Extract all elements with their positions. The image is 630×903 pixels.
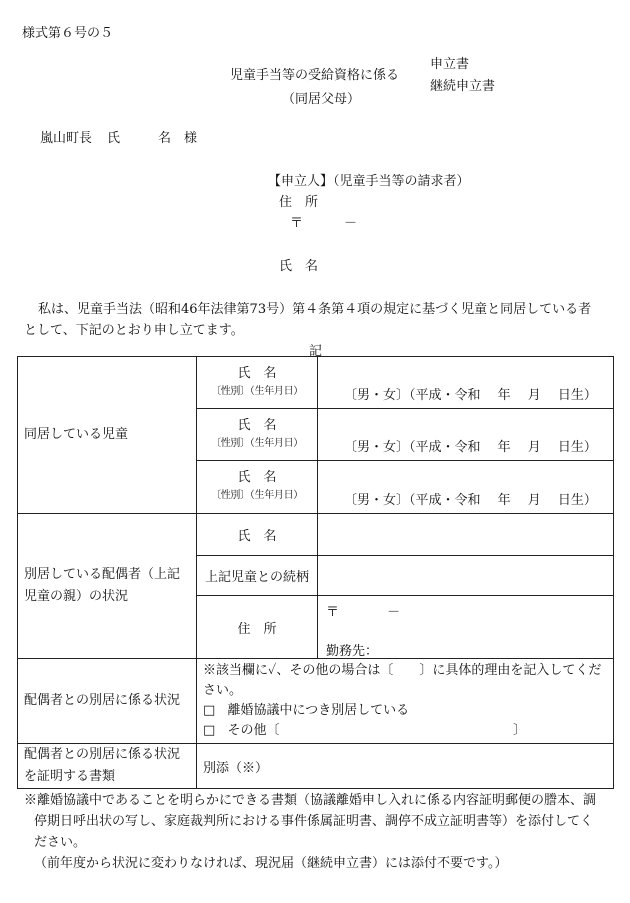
proof-label	[18, 744, 197, 789]
form-number: 様式第６号の５	[22, 26, 114, 41]
spouse-section-label-line-1: 別居している配偶者（上記	[24, 567, 181, 582]
children-section-label: 同居している児童	[18, 357, 197, 514]
option-other-line	[203, 721, 613, 741]
spouse-section-label-line-2: 児童の親）の状況	[24, 589, 129, 604]
child-3-name-label: 氏 名	[237, 470, 277, 485]
addressee-town: 嵐山町長	[40, 131, 93, 146]
relationship-field[interactable]	[318, 556, 614, 596]
addressee-shi: 氏	[107, 131, 121, 146]
statement-line-1: 私は、児童手当法（昭和46年法律第73号）第４条第４項の規定に基づく児童と同居している者	[38, 302, 592, 317]
separation-instruction-2: さい。	[203, 683, 243, 698]
separation-options-cell	[197, 659, 614, 744]
ki-label: 記	[309, 344, 323, 359]
spouse-postal-dash: －	[387, 605, 401, 620]
child-2-name-label: 氏 名	[237, 417, 277, 433]
spouse-section-label	[18, 514, 197, 659]
note-line-2: 停期日呼出状の写し、家庭裁判所における事件係属証明書、調停不成立証明書等）を添付してく	[34, 814, 594, 829]
child-2-sub-label: 〔性別〕（生年月日）	[211, 437, 303, 449]
child-2-label-cell	[197, 409, 318, 461]
child-3-label-cell	[197, 461, 318, 514]
proof-label-line-2: を証明する書類	[24, 769, 116, 784]
applicant-heading: 【申立人】（児童手当等の請求者）	[268, 174, 470, 189]
note-line-3: ださい。	[34, 835, 87, 850]
form-table	[17, 356, 614, 789]
option-divorce-line	[203, 701, 613, 721]
child-3-sub-label: 〔性別〕（生年月日）	[211, 490, 303, 501]
addressee-mei: 名	[158, 131, 172, 146]
doc-type-continuing: 継続申立書	[430, 79, 496, 94]
option-divorce-label: 離婚協議中につき別居している	[227, 703, 410, 718]
child-1-sub-label: 〔性別〕（生年月日）	[211, 385, 303, 397]
proof-row	[18, 744, 614, 789]
title-line-1: 児童手当等の受給資格に係る	[230, 68, 400, 83]
separation-row	[18, 659, 614, 744]
note-line-4: （前年度から状況に変わりなければ、現況届（継続申立書）には添付不要です。）	[34, 856, 508, 871]
child-1-name-label: 氏 名	[237, 365, 277, 381]
spouse-name-label: 氏 名	[197, 514, 318, 556]
workplace-label: 勤務先：	[326, 644, 379, 659]
separation-instruction-1: ※該当欄に✓、その他の場合は〔 〕に具体的理由を記入してくだ	[203, 663, 602, 678]
doc-type-application: 申立書	[430, 57, 470, 72]
child-1-gender-birth: 〔男・女〕（平成・令和 年 月 日生）	[344, 388, 597, 403]
note-line-1: ※離婚協議中であることを明らかにできる書類（協議離婚申し入れに係る内容証明郵便の謄本、調	[24, 793, 597, 808]
spouse-postal-line	[326, 601, 613, 620]
applicant-postal-mark: 〒	[290, 216, 304, 231]
child-2-gender-birth: 〔男・女〕（平成・令和 年 月 日生）	[344, 440, 597, 455]
applicant-name-label: 氏 名	[279, 259, 319, 274]
applicant-address-label: 住 所	[279, 195, 319, 210]
child-1-value-cell[interactable]	[318, 357, 614, 409]
applicant-postal-dash: －	[344, 216, 358, 231]
child-2-value-cell[interactable]	[318, 409, 614, 461]
spouse-name-field[interactable]	[318, 514, 614, 556]
option-other-close: 〕	[513, 723, 527, 738]
spouse-address-field[interactable]	[318, 596, 614, 659]
separation-label: 配偶者との別居に係る状況	[18, 659, 197, 744]
child-3-value-cell[interactable]	[318, 461, 614, 514]
addressee-sama: 様	[184, 131, 198, 146]
option-other-checkbox[interactable]: □	[203, 723, 216, 738]
statement-line-2: として、下記のとおり申し立てます。	[24, 323, 244, 338]
proof-value: 別添（※）	[197, 744, 614, 789]
spouse-postal-mark: 〒	[326, 605, 340, 620]
option-other-label: その他〔	[227, 723, 280, 738]
option-divorce-checkbox[interactable]: □	[203, 703, 216, 718]
proof-label-line-1: 配偶者との別居に係る状況	[24, 747, 181, 762]
child-row-1	[18, 357, 614, 409]
child-3-gender-birth: 〔男・女〕（平成・令和 年 月 日生）	[344, 493, 597, 508]
title-line-2: （同居父母）	[282, 92, 361, 107]
spouse-address-label: 住 所	[197, 596, 318, 659]
child-1-label-cell	[197, 357, 318, 409]
spouse-name-row	[18, 514, 614, 556]
relationship-label: 上記児童との続柄	[197, 556, 318, 596]
